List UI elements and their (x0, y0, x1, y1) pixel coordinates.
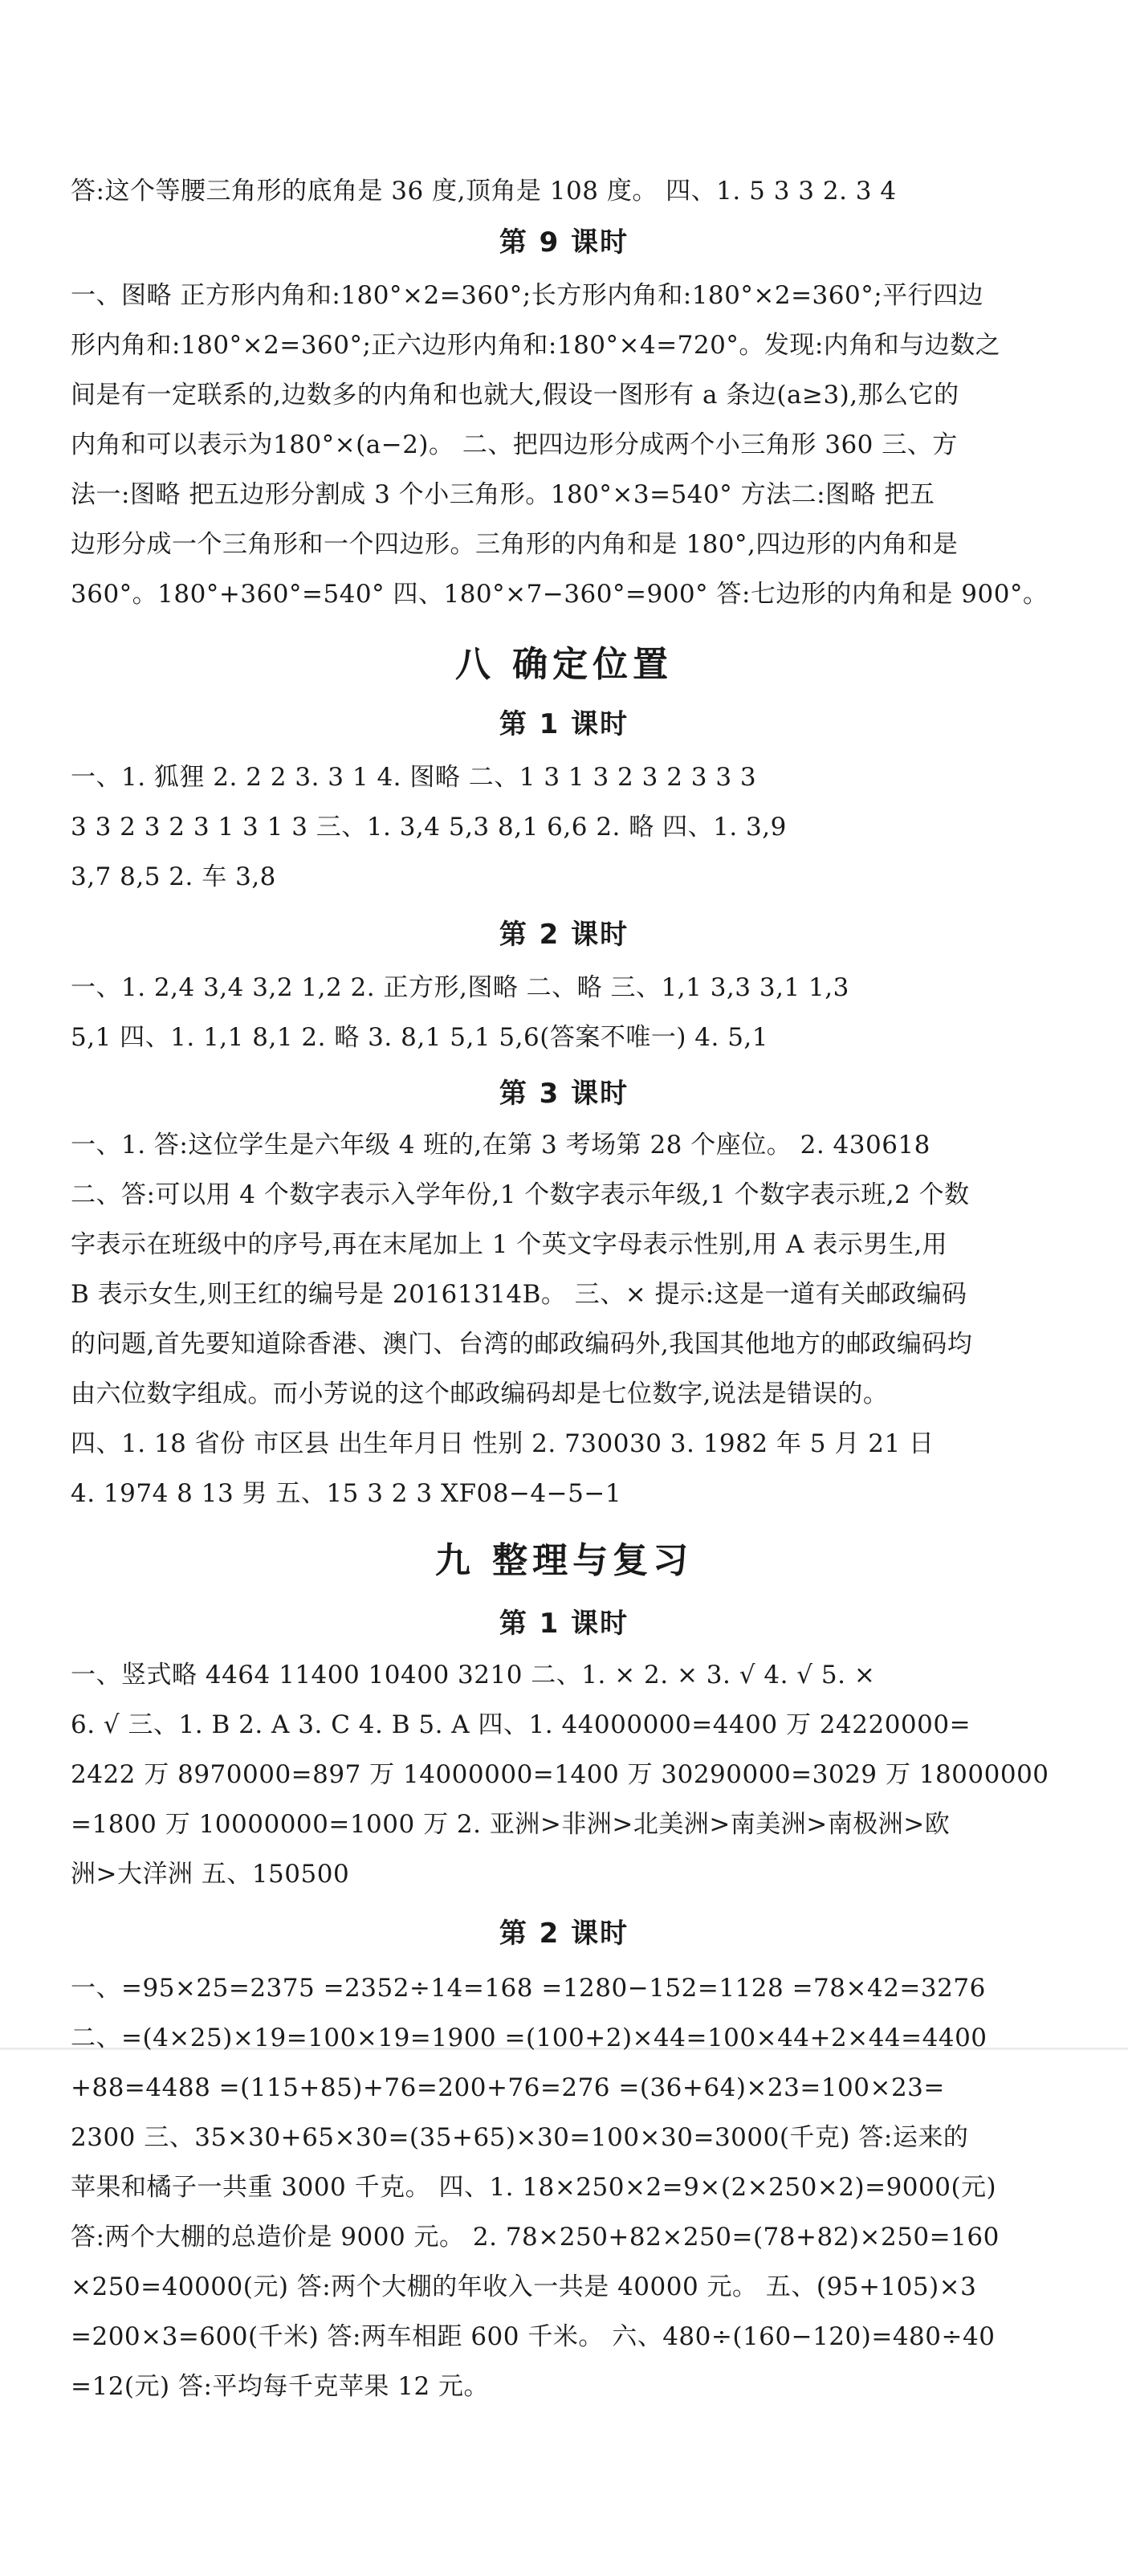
text-line: 4. 1974 8 13 男 五、15 3 2 3 XF08−4−5−1 (71, 1479, 622, 1508)
text-line: 答:这个等腰三角形的底角是 36 度,顶角是 108 度。 四、1. 5 3 3 2. 3 4 (71, 177, 897, 206)
unit-title: 八 确定位置 (454, 644, 674, 685)
text-line: =200×3=600(千米) 答:两车相距 600 千米。 六、480÷(160−120)=480÷40 (71, 2322, 996, 2351)
text-line: 字表示在班级中的序号,再在末尾加上 1 个英文字母表示性别,用 A 表示男生,用 (71, 1230, 948, 1259)
unit-title: 九 整理与复习 (434, 1540, 694, 1581)
lesson-heading: 第 2 课时 (499, 919, 629, 951)
text-line: 形内角和:180°×2=360°;正六边形内角和:180°×4=720°。发现:内角和与边数之 (71, 331, 1001, 360)
text-line: 法一:图略 把五边形分割成 3 个小三角形。180°×3=540° 方法二:图略 把五 (71, 480, 935, 509)
text-line: 内角和可以表示为180°×(a−2)。 二、把四边形分成两个小三角形 360 三、方 (71, 430, 958, 459)
text-line: 边形分成一个三角形和一个四边形。三角形的内角和是 180°,四边形的内角和是 (71, 530, 959, 559)
text-line: 6. √ 三、1. B 2. A 3. C 4. B 5. A 四、1. 44000000=4400 万 24220000= (71, 1710, 971, 1739)
text-line: +88=4488 =(115+85)+76=200+76=276 =(36+64)×23=100×23= (71, 2073, 945, 2102)
text-line: 由六位数字组成。而小芳说的这个邮政编码却是七位数字,说法是错误的。 (71, 1380, 889, 1408)
text-line: 二、答:可以用 4 个数字表示入学年份,1 个数字表示年级,1 个数字表示班,2 个数 (71, 1180, 970, 1209)
text-line: 360°。180°+360°=540° 四、180°×7−360°=900° 答:七边形的内角和是 900°。 (71, 580, 1049, 609)
lesson-heading: 第 3 课时 (499, 1078, 629, 1110)
text-line: ×250=40000(元) 答:两个大棚的年收入一共是 40000 元。 五、(95+105)×3 (71, 2272, 977, 2301)
text-line: 5,1 四、1. 1,1 8,1 2. 略 3. 8,1 5,1 5,6(答案不唯一) 4. 5,1 (71, 1023, 768, 1052)
text-line: 一、1. 答:这位学生是六年级 4 班的,在第 3 考场第 28 个座位。 2. 430618 (71, 1131, 930, 1160)
text-line: 二、=(4×25)×19=100×19=1900 =(100+2)×44=100×44+2×44=4400 (71, 2024, 988, 2052)
text-line: 3,7 8,5 2. 车 3,8 (71, 862, 276, 891)
text-line: 答:两个大棚的总造价是 9000 元。 2. 78×250+82×250=(78+82)×250=160 (71, 2223, 1000, 2252)
lesson-heading: 第 2 课时 (499, 1918, 629, 1950)
text-line: 间是有一定联系的,边数多的内角和也就大,假设一图形有 a 条边(a≥3),那么它的 (71, 381, 959, 410)
text-line: 2422 万 8970000=897 万 14000000=1400 万 30290000=3029 万 18000000 (71, 1760, 1049, 1789)
text-line: 一、=95×25=2375 =2352÷14=168 =1280−152=1128 =78×42=3276 (71, 1974, 986, 2003)
text-line: 苹果和橘子一共重 3000 千克。 四、1. 18×250×2=9×(2×250×2)=9000(元) (71, 2173, 997, 2202)
lesson-heading: 第 9 课时 (499, 226, 629, 259)
lesson-heading: 第 1 课时 (499, 708, 629, 740)
lesson-heading: 第 1 课时 (499, 1608, 629, 1640)
text-line: 洲>大洋洲 五、150500 (71, 1860, 350, 1889)
text-line: 的问题,首先要知道除香港、澳门、台湾的邮政编码外,我国其他地方的邮政编码均 (71, 1330, 973, 1359)
text-line: 一、1. 狐狸 2. 2 2 3. 3 1 4. 图略 二、1 3 1 3 2 3 2 3 3 3 (71, 763, 757, 792)
text-line: =1800 万 10000000=1000 万 2. 亚洲>非洲>北美洲>南美洲>南极洲>欧 (71, 1810, 951, 1839)
text-line: 2300 三、35×30+65×30=(35+65)×30=100×30=3000(千克) 答:运来的 (71, 2123, 969, 2152)
text-line: B 表示女生,则王红的编号是 20161314B。 三、× 提示:这是一道有关邮政编码 (71, 1280, 967, 1309)
text-line: 一、1. 2,4 3,4 3,2 1,2 2. 正方形,图略 二、略 三、1,1 3,3 3,1 1,3 (71, 973, 849, 1002)
text-line: 一、竖式略 4464 11400 10400 3210 二、1. × 2. × 3. √ 4. √ 5. × (71, 1661, 876, 1689)
text-line: =12(元) 答:平均每千克苹果 12 元。 (71, 2372, 490, 2401)
text-line: 四、1. 18 省份 市区县 出生年月日 性别 2. 730030 3. 1982 年 5 月 21 日 (71, 1429, 935, 1458)
text-line: 一、图略 正方形内角和:180°×2=360°;长方形内角和:180°×2=360°;平行四边 (71, 281, 984, 310)
text-line: 3 3 2 3 2 3 1 3 1 3 三、1. 3,4 5,3 8,1 6,6 2. 略 四、1. 3,9 (71, 813, 787, 842)
